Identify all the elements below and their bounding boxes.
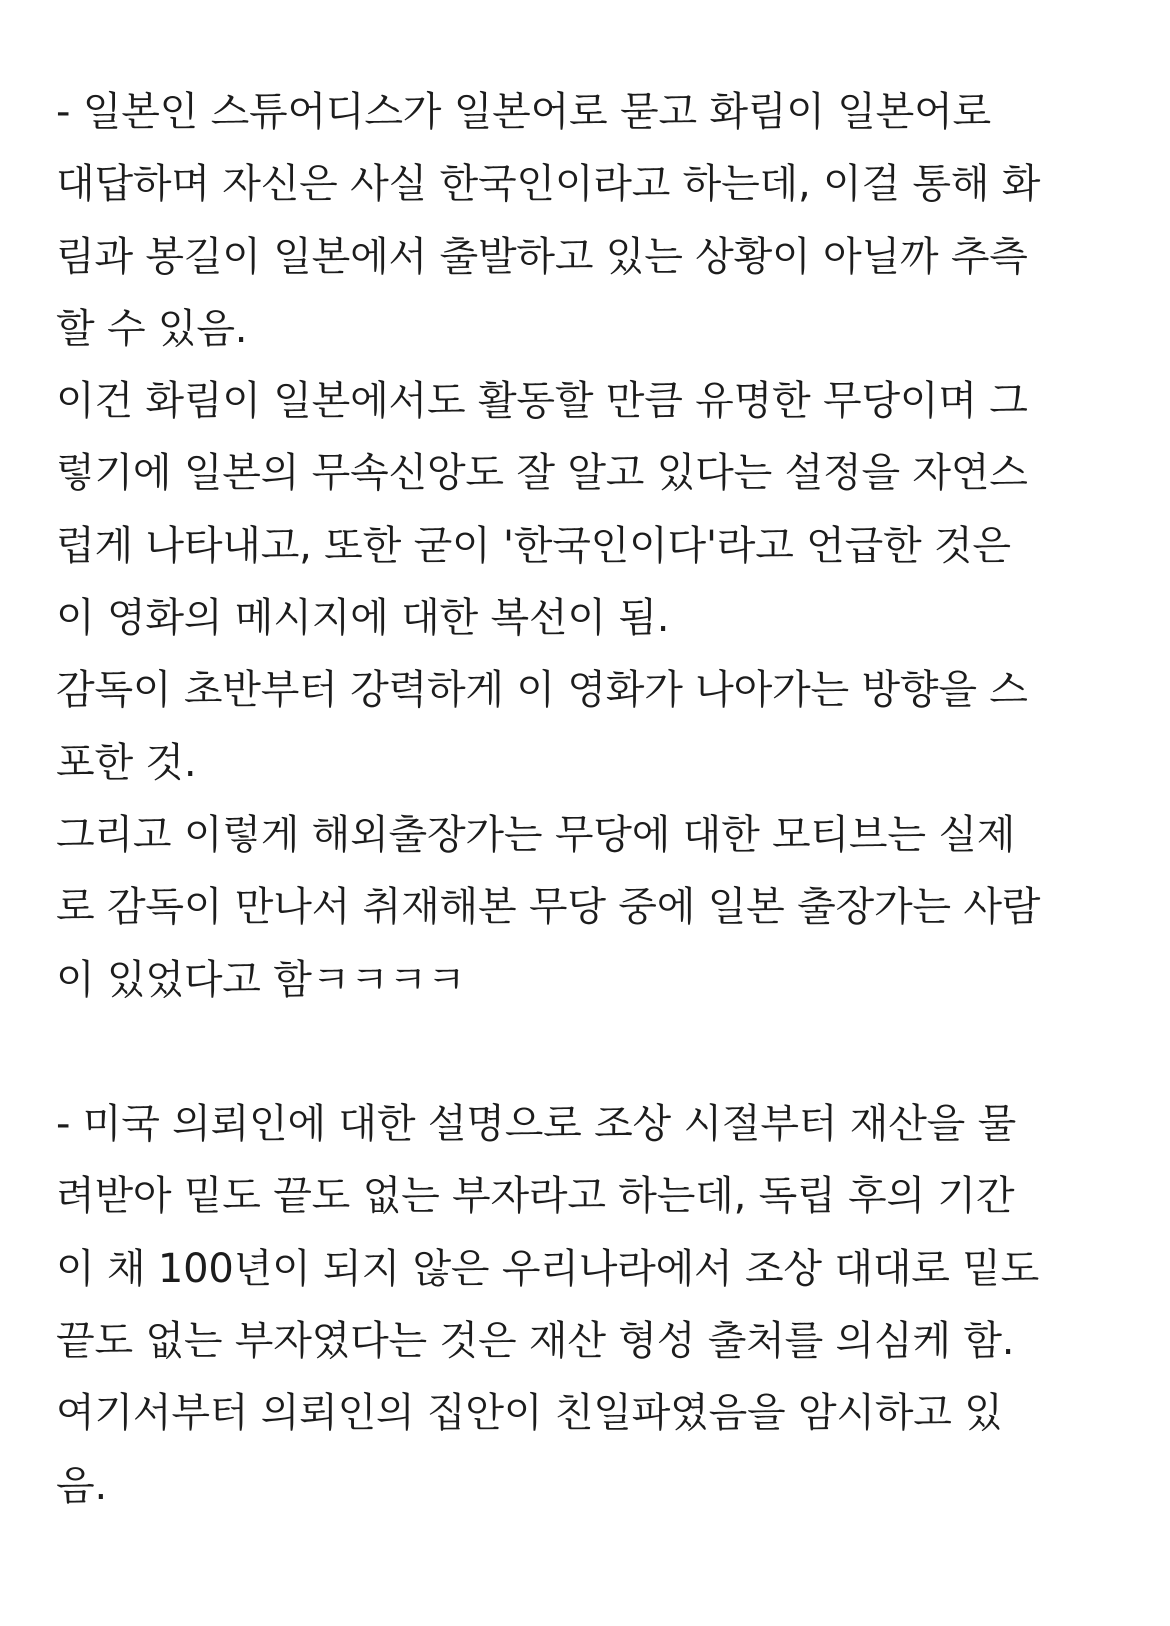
text-line: 그리고 이렇게 해외출장가는 무당에 대한 모티브는 실제	[56, 811, 1016, 858]
text-line: 포한 것.	[56, 739, 197, 786]
text-line: - 일본인 스튜어디스가 일본어로 묻고 화림이 일본어로	[56, 89, 992, 135]
text-line: 여기서부터 의뢰인의 집안이 친일파였음을 암시하고 있	[56, 1390, 1003, 1437]
text-line: 렇기에 일본의 무속신앙도 잘 알고 있다는 설정을 자연스	[56, 450, 1028, 497]
article-body	[56, 76, 1136, 1522]
text-line: 이 영화의 메시지에 대한 복선이 됨.	[56, 595, 670, 642]
text-line: 끝도 없는 부자였다는 것은 재산 형성 출처를 의심케 함.	[56, 1318, 1015, 1365]
paragraph-spacer	[56, 1016, 1136, 1088]
text-line: 림과 봉길이 일본에서 출발하고 있는 상황이 아닐까 추측	[56, 233, 1028, 280]
text-line: - 미국 의뢰인에 대한 설명으로 조상 시절부터 재산을 물	[56, 1101, 1017, 1148]
text-line: 할 수 있음.	[56, 305, 248, 352]
text-line: 음.	[56, 1462, 107, 1509]
text-line: 이 채 100년이 되지 않은 우리나라에서 조상 대대로 밑도	[56, 1245, 1040, 1292]
text-line: 로 감독이 만나서 취재해본 무당 중에 일본 출장가는 사람	[56, 884, 1041, 931]
text-line: 럽게 나타내고, 또한 굳이 '한국인이다'라고 언급한 것은	[56, 522, 1011, 569]
paragraph-japan-flight	[56, 76, 1136, 1016]
text-line: 이건 화림이 일본에서도 활동할 만큼 유명한 무당이며 그	[56, 378, 1028, 425]
text-line: 이 있었다고 함ㅋㅋㅋㅋ	[56, 956, 466, 1003]
paragraph-american-client	[56, 1088, 1136, 1522]
text-line: 려받아 밑도 끝도 없는 부자라고 하는데, 독립 후의 기간	[56, 1173, 1015, 1220]
text-line: 감독이 초반부터 강력하게 이 영화가 나아가는 방향을 스	[56, 667, 1028, 714]
text-line: 대답하며 자신은 사실 한국인이라고 하는데, 이걸 통해 화	[56, 161, 1041, 208]
